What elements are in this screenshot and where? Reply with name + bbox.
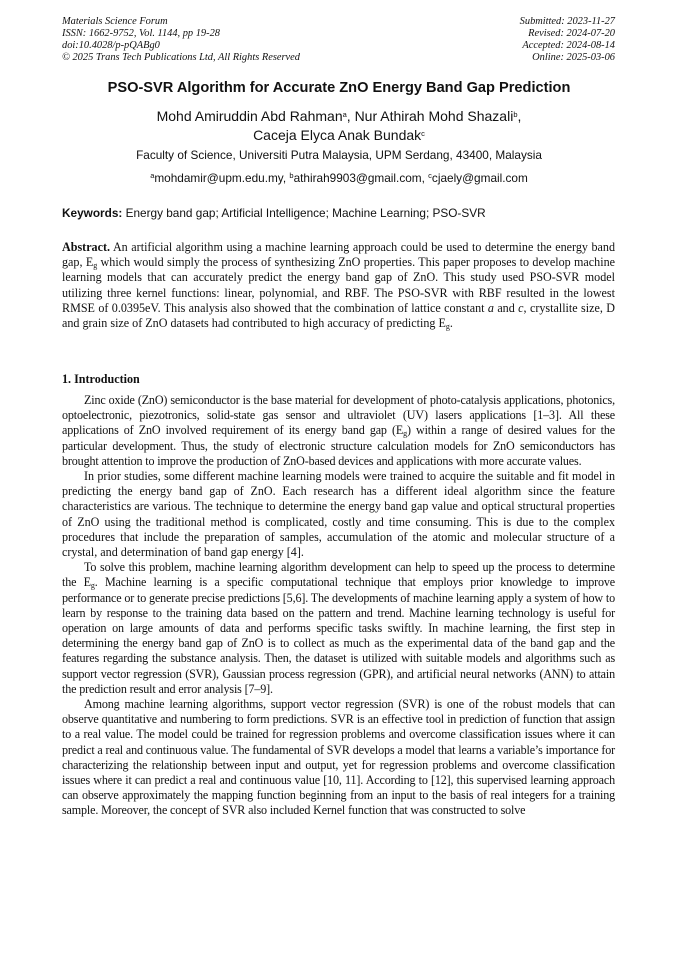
email-list [62, 171, 616, 185]
abstract-text: and [493, 300, 519, 315]
email-address[interactable]: athirah9903@gmail.com, [293, 171, 425, 185]
subscript-g: g [403, 429, 407, 439]
keywords-label: Keywords: [62, 206, 123, 220]
paper-title: PSO-SVR Algorithm for Accurate ZnO Energy Band Gap Prediction [107, 80, 571, 96]
subscript-g: g [445, 322, 450, 332]
keywords-text: Energy band gap; Artificial Intelligence; Machine Learning; PSO-SVR [125, 206, 486, 220]
online-date: Online: 2025-03-06 [532, 52, 615, 63]
author-list: Mohd Amiruddin Abd Rahman$^a$, Nur Athirah Mohd Shazali$^b$, Caceja Elyca Anak Bundak$^c$ [156, 108, 522, 143]
journal-name: Materials Science Forum [62, 16, 168, 27]
email-mark: a [150, 171, 155, 180]
email-address[interactable]: cjaely@gmail.com [431, 171, 528, 185]
accepted-date: Accepted: 2024-08-14 [522, 40, 615, 51]
paragraph: In prior studies, some different machine learning models were trained to acquire the suitable and fit model in predicting the energy band gap of ZnO. Each research has a different ideal algorithm since the feature characteristics are various. The technique to determine the energy band gap value and optical structural properties of ZnO using the traditional method is complicated, costly and time consuming. This is due to the complex procedures that include the preparation of samples, accumulation of the atomic and molecular structure of a crystal, and determination of band gap energy [4]. [62, 469, 615, 560]
doi-line: doi:10.4028/p-pQABg0 [62, 40, 160, 51]
paragraph [62, 393, 615, 469]
paragraph-text: . Machine learning is a specific computational technique that employs prior knowledge to improve performance or to generate precise predictions [5,6]. The developments of machine learning apply a system of how to learn by response to the training data based on the pattern and trend. Machine learning technology is useful for operation on large amounts of data and performs specific tasks swiftly. In machine learning, the first step in determining the energy band gap of ZnO is to collect as much as the experimental data of the band gap and the features regarding the substance analysis. Then, the dataset is utilized with suitable models and algorithms such as support vector regression (SVR), Gaussian process regression (GPR), and artificial neural networks (ANN) to attain the prediction result and error analysis [7–9]. [62, 575, 616, 696]
issn-line: ISSN: 1662-9752, Vol. 1144, pp 19-28 [62, 28, 220, 39]
submitted-date: Submitted: 2023-11-27 [519, 16, 615, 27]
keywords [62, 206, 486, 220]
author-mark: a [342, 110, 347, 119]
paragraph-text: To solve this problem, machine learning algorithm development can help to speed up the process to determine the E [62, 560, 615, 590]
abstract-text: An artificial algorithm using a machine learning approach could be used to determine the energy band gap, E [62, 240, 616, 270]
email-mark: c [428, 171, 432, 180]
author-name: Caceja Elyca Anak Bundak [253, 127, 422, 143]
paragraph-text: Zinc oxide (ZnO) semiconductor is the base material for development of photo-catalysis applications, photonics, optoelectronic, piezotronics, solid-state gas sensor and ultraviolet (UV) lasers applications [1–3]. All these applications of ZnO involved requirement of its energy band gap (E [62, 393, 615, 438]
subscript-g: g [93, 261, 98, 271]
abstract-text: , crystallite size, D and grain size of ZnO datasets had contributed to high accuracy of predicting E [62, 300, 615, 331]
affiliation: Faculty of Science, Universiti Putra Malaysia, UPM Serdang, 43400, Malaysia [136, 148, 542, 162]
abstract-label: Abstract. [62, 240, 111, 254]
copyright-line: © 2025 Trans Tech Publications Ltd, All Rights Reserved [62, 52, 300, 63]
subscript-g: g [90, 581, 95, 591]
author-name: Nur Athirah Mohd Shazali [354, 108, 514, 124]
paragraph-text: ) within a range of desired values for the particular development. Thus, the study of electronic structure calculation models for ZnO semiconductors has brought attention to improve the production of ZnO-based devices and applications with more accurate values. [62, 423, 615, 468]
abstract [62, 240, 615, 331]
introduction-body [62, 393, 615, 819]
paragraph: Among machine learning algorithms, support vector regression (SVR) is one of the robust models that can observe quantitative and numbering to form predictions. SVR is an effective tool in prediction of function that assign to a real value. The model could be trained for regression problems and overcome classification issues where it can predict a real and continuous value. The fundamental of SVR develops a model that learns a variable’s importance for characterizing the relationship between input and output, yet for regression problems and overcome classification issues where it can predict a real and continuous value [10, 11]. According to [12], this supervised learning approach can observe approximately the mapping function beginning from an input to the basis of real integers for a training sample. Moreover, the concept of SVR also included Kernel function that was constructed to solve [62, 697, 615, 818]
author-name: Mohd Amiruddin Abd Rahman [156, 108, 343, 124]
abstract-text: . [449, 316, 453, 331]
journal-info [62, 16, 300, 64]
paragraph [62, 560, 615, 697]
submission-dates [520, 16, 615, 64]
author-mark: b [513, 110, 518, 119]
variable-a: a [487, 300, 494, 315]
revised-date: Revised: 2024-07-20 [528, 28, 615, 39]
author-mark: c [421, 129, 425, 138]
email-mark: b [289, 171, 294, 180]
section-heading: 1. Introduction [62, 372, 140, 386]
email-address[interactable]: mohdamir@upm.edu.my, [154, 171, 287, 185]
variable-c: c [518, 300, 524, 315]
abstract-text: which would simply the process of synthesizing ZnO properties. This paper proposes to develop machine learning models that can accurately predict the energy band gap of ZnO. This study used PSO-SVR model utilizing three kernel functions: linear, polynomial, and RBF. The PSO-SVR with RBF resulted in the lowest RMSE of 0.0395eV. This analysis also showed that the combination of lattice constant [62, 255, 615, 315]
